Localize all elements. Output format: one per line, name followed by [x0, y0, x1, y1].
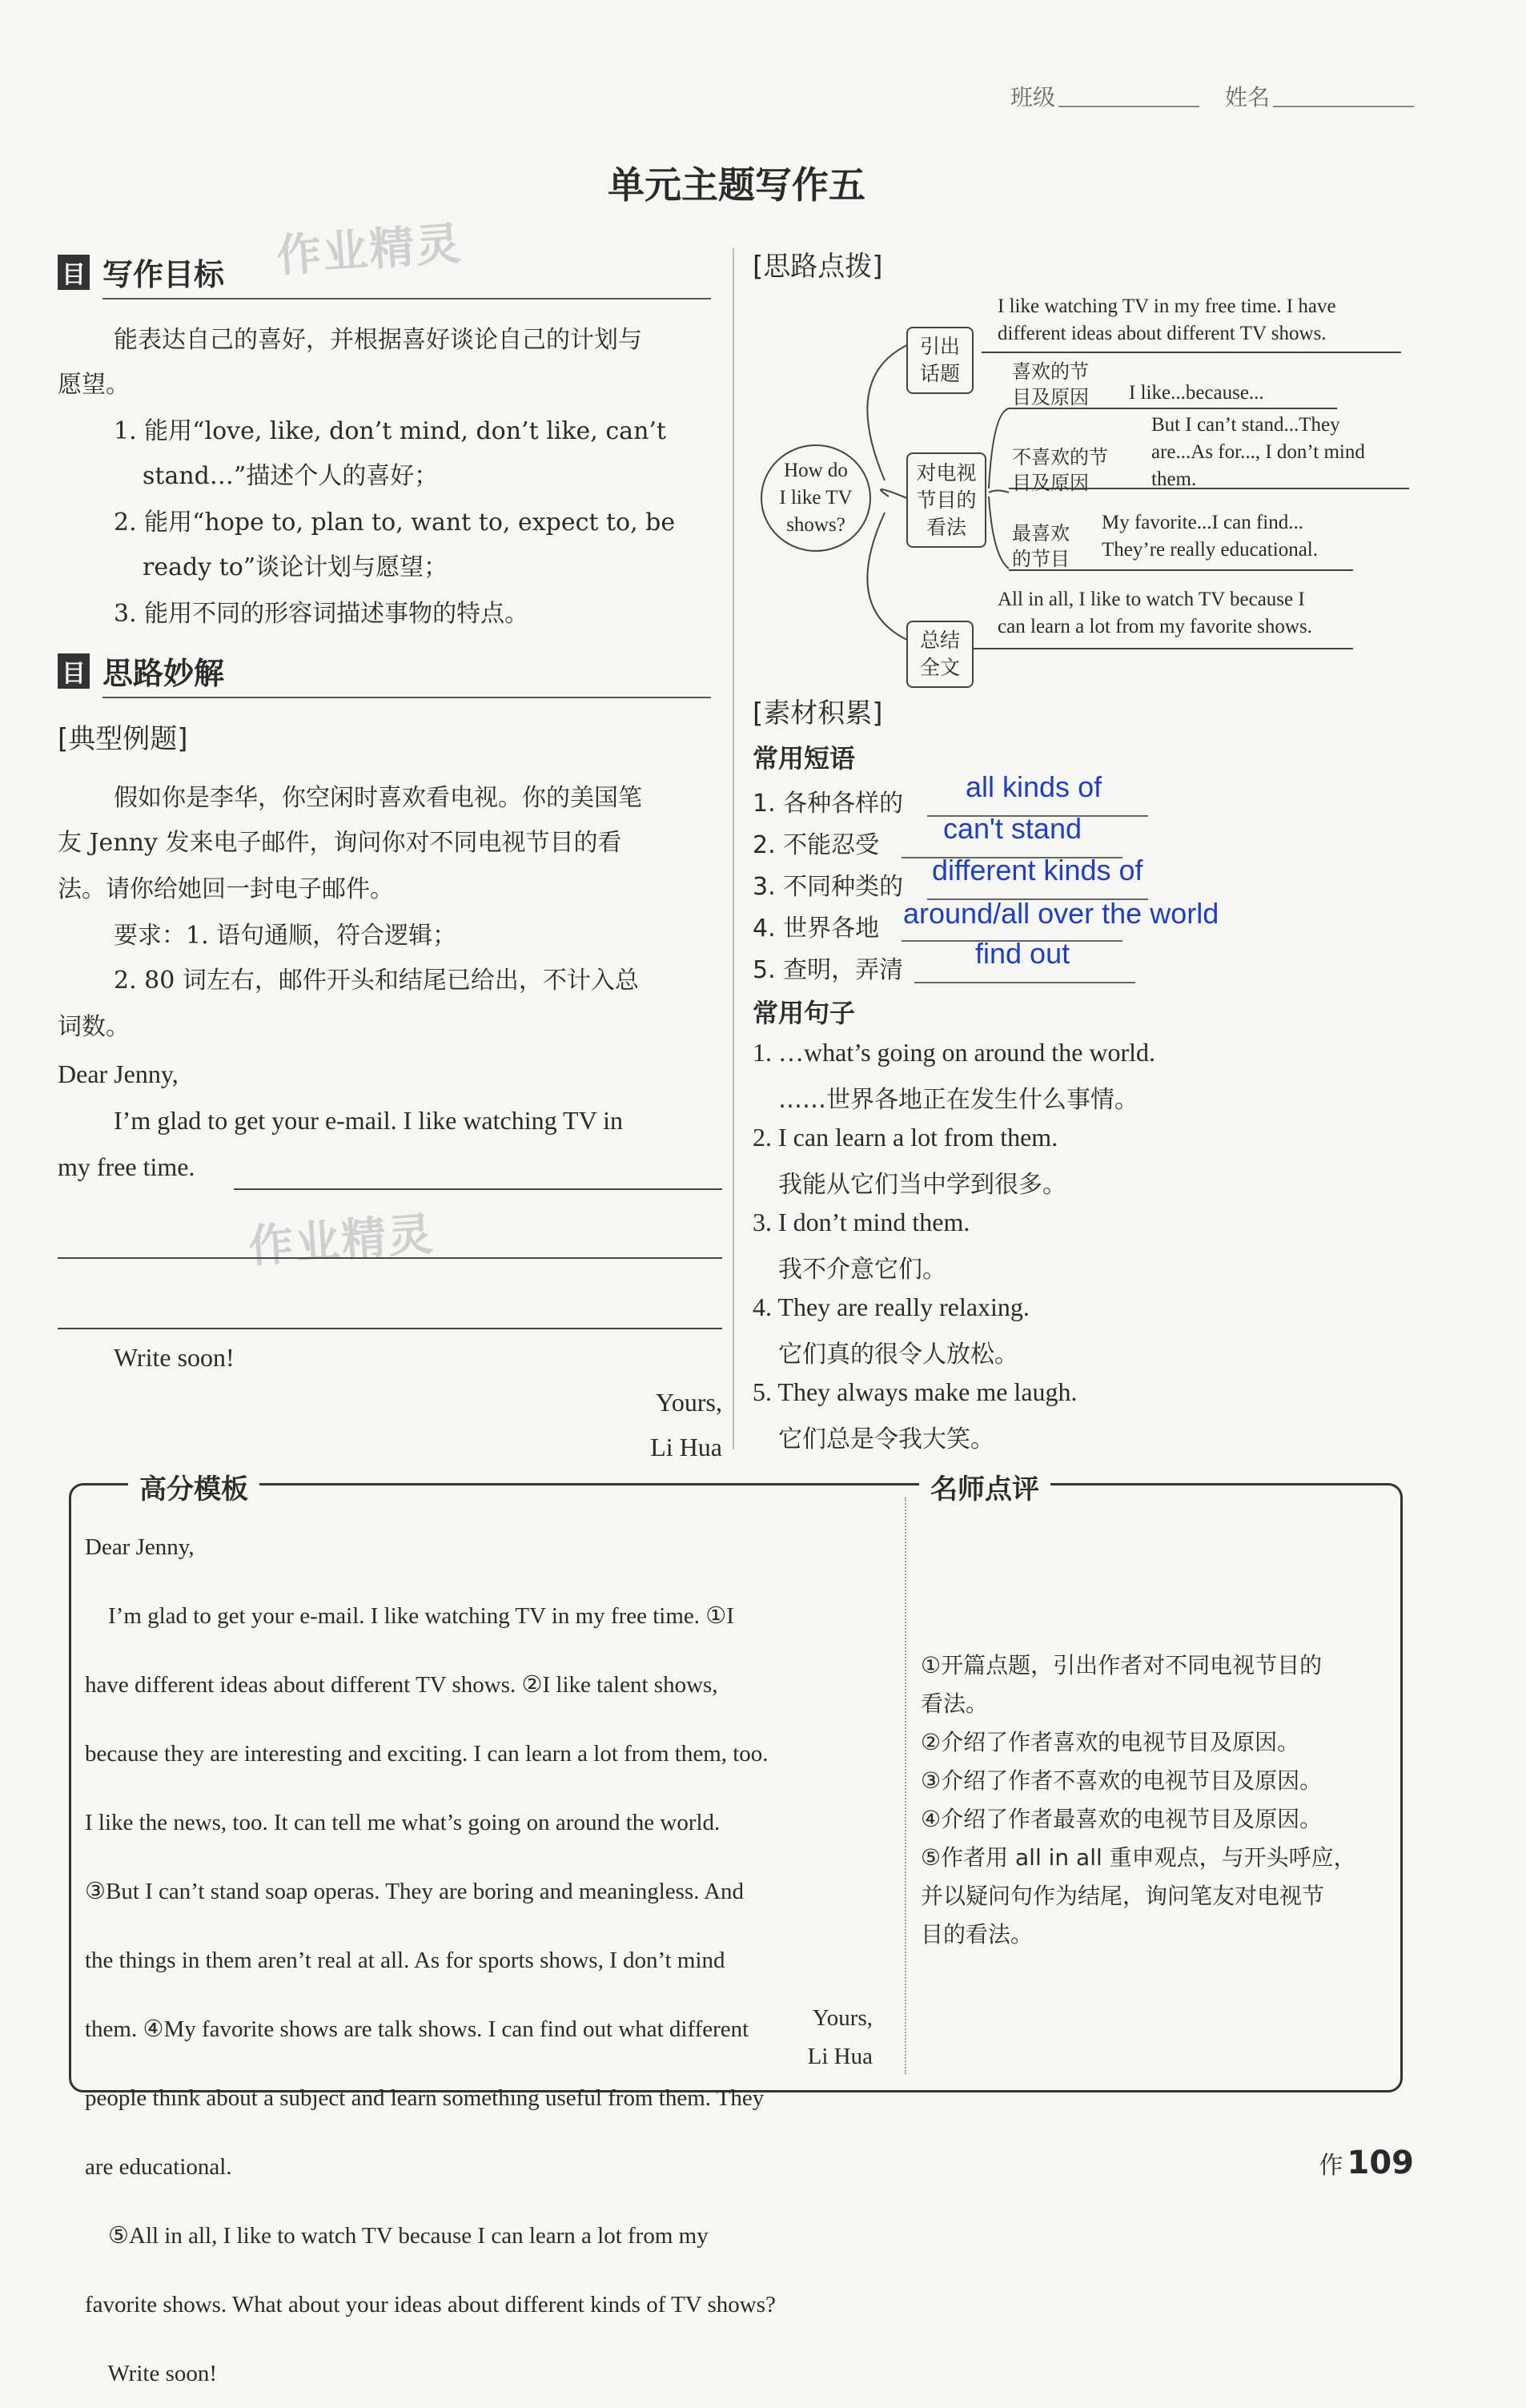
comment-line: ⑤作者用 all in all 重申观点，与开头呼应， [921, 1844, 1356, 1871]
goal-item: 1. 能用“love, like, don’t mind, don’t like, can’t [114, 417, 666, 445]
essay-line: Write soon! [85, 2361, 218, 2386]
goal-item-cont: ready to”谈论计划与愿望； [143, 553, 448, 581]
phrase-answer: different kinds of [932, 854, 1143, 886]
sentence-cn: 我能从它们当中学到很多。 [778, 1171, 1066, 1199]
answer-line[interactable] [234, 1188, 722, 1190]
sentence-cn: 它们真的很令人放松。 [778, 1341, 1018, 1369]
section-writing-goal [58, 250, 224, 294]
phrase-answer: around/all over the world [903, 897, 1219, 930]
phrase-answer: can't stand [943, 812, 1082, 845]
essay-line: the things in them aren’t real at all. As for sports shows, I don’t mind [85, 1948, 725, 1973]
comment-line: ①开篇点题，引出作者对不同电视节目的 [921, 1652, 1323, 1678]
model-essay [85, 1497, 885, 2408]
column-divider [733, 248, 734, 1449]
mindmap-branch-summary: 总结 全文 [906, 621, 974, 688]
mindmap-branch-intro: 引出 话题 [906, 327, 974, 394]
sentence-cn: 它们总是令我大笑。 [778, 1425, 994, 1453]
page-number-value: 109 [1347, 2145, 1414, 2181]
phrase-item: 4. 世界各地 [753, 915, 880, 943]
essay-signature: Li Hua [807, 2044, 873, 2069]
sentence-en: 2. I can learn a lot from them. [753, 1123, 1058, 1152]
page-title: 单元主题写作五 [608, 163, 865, 207]
sentence-en: 5. They always make me laugh. [753, 1377, 1078, 1406]
comment-line: ③介绍了作者不喜欢的电视节目及原因。 [921, 1767, 1323, 1794]
letter-body: I’m glad to get your e-mail. I like watching TV in [114, 1106, 623, 1135]
sentence-en: 3. I don’t mind them. [753, 1208, 970, 1236]
mindmap-sub-favorite: 最喜欢 的节目 [1012, 522, 1070, 570]
comment-title: 名师点评 [919, 1467, 1050, 1506]
section-rule [102, 697, 711, 698]
name-label: 姓名 [1225, 84, 1271, 111]
letter-closing: Write soon! [114, 1343, 235, 1372]
mindmap-text-dislike: But I can’t stand...They are...As for..., I don’t mind them. [1151, 414, 1365, 490]
letter-greeting: Dear Jenny, [58, 1059, 179, 1088]
example-text: 法。请你给她回一封电子邮件。 [58, 875, 394, 903]
requirement-2: 2. 80 词左右，邮件开头和结尾已给出，不计入总 [114, 967, 639, 995]
mindmap-branch-opinion: 对电视 节目的 看法 [906, 452, 986, 548]
template-divider [905, 1497, 906, 2074]
essay-line: I like the news, too. It can tell me what’s going on around the world. [85, 1810, 721, 1835]
essay-line: because they are interesting and exciting. I can learn a lot from them, too. [85, 1741, 769, 1767]
comment-line: ②介绍了作者喜欢的电视节目及原因。 [921, 1729, 1300, 1755]
comment-line: 看法。 [921, 1690, 989, 1717]
mindmap-sub-dislike: 不喜欢的节 目及原因 [1012, 446, 1108, 494]
essay-line: ③But I can’t stand soap operas. They are boring and meaningless. And [85, 1879, 745, 1904]
goal-intro: 能表达自己的喜好，并根据喜好谈论自己的计划与 [114, 326, 642, 354]
essay-line: I’m glad to get your e-mail. I like watching TV in my free time. ①I [85, 1603, 734, 1629]
phrase-answer: find out [975, 937, 1070, 970]
page-prefix: 作 [1319, 2152, 1343, 2180]
material-title: [素材积累] [753, 697, 883, 730]
letter-yours: Yours, [655, 1388, 722, 1417]
goal-item: 2. 能用“hope to, plan to, want to, expect to, be [114, 509, 676, 537]
phrase-heading: 常用短语 [753, 743, 856, 774]
goal-item-cont: stand…”描述个人的喜好； [143, 462, 439, 490]
phrase-item: 2. 不能忍受 [753, 831, 880, 859]
sentence-heading: 常用句子 [753, 998, 856, 1028]
sentence-en: 4. They are really relaxing. [753, 1292, 1030, 1321]
page-number [1319, 2145, 1414, 2181]
sentence-cn: 我不介意它们。 [778, 1256, 946, 1284]
mindmap-title: [思路点拨] [753, 251, 883, 283]
comment-line: 目的看法。 [921, 1921, 1034, 1948]
section-title: 写作目标 [102, 257, 225, 292]
teacher-comment [921, 1646, 1385, 1954]
section-rule [102, 298, 711, 299]
watermark: 作业精灵 [247, 1208, 436, 1274]
sentence-cn: ……世界各地正在发生什么事情。 [778, 1086, 1138, 1114]
requirement-2-cont: 词数。 [58, 1013, 130, 1041]
template-title: 高分模板 [128, 1467, 259, 1506]
watermark: 作业精灵 [275, 217, 464, 283]
essay-line: Dear Jenny, [85, 1534, 195, 1560]
requirement-1: 要求：1. 语句通顺，符合逻辑； [114, 922, 457, 950]
goal-item: 3. 能用不同的形容词描述事物的特点。 [114, 600, 529, 628]
letter-body: my free time. [58, 1152, 195, 1181]
letter-signature: Li Hua [650, 1433, 722, 1461]
section-icon: 目 [58, 255, 90, 290]
example-text: 友 Jenny 发来电子邮件，询问你对不同电视节目的看 [58, 829, 622, 857]
goal-intro-cont: 愿望。 [58, 371, 130, 399]
class-label: 班级 [1010, 84, 1056, 111]
phrase-item: 3. 不同种类的 [753, 873, 904, 901]
comment-line: 并以疑问句作为结尾，询问笔友对电视节 [921, 1883, 1325, 1909]
essay-line: them. ④My favorite shows are talk shows. I can find out what different [85, 2016, 749, 2042]
section-title: 思路妙解 [102, 656, 225, 691]
example-text: 假如你是李华，你空闲时喜欢看电视。你的美国笔 [114, 784, 642, 812]
answer-line[interactable] [58, 1328, 722, 1329]
example-title: [典型例题] [58, 723, 188, 755]
mindmap-sub-like: 喜欢的节 目及原因 [1012, 360, 1089, 408]
name-blank[interactable] [1273, 106, 1414, 107]
essay-line: favorite shows. What about your ideas about different kinds of TV shows? [85, 2292, 776, 2318]
essay-line: ⑤All in all, I like to watch TV because I can learn a lot from my [85, 2223, 709, 2249]
answer-line[interactable] [58, 1257, 722, 1259]
essay-yours: Yours, [812, 2005, 873, 2031]
essay-line: are educational. [85, 2154, 232, 2180]
comment-line: ④介绍了作者最喜欢的电视节目及原因。 [921, 1806, 1323, 1832]
phrase-answer: all kinds of [966, 770, 1102, 803]
essay-line: people think about a subject and learn something useful from them. They [85, 2085, 765, 2111]
phrase-item: 5. 查明，弄清 [753, 956, 904, 984]
phrase-item: 1. 各种各样的 [753, 790, 904, 818]
mindmap-center: How do I like TV shows? [761, 444, 871, 552]
mindmap-text-favorite: My favorite...I can find... They’re really educational. [1102, 512, 1318, 561]
mindmap-text-summary: All in all, I like to watch TV because I can learn a lot from my favorite shows. [998, 589, 1312, 637]
class-blank[interactable] [1058, 106, 1199, 107]
section-approach [58, 649, 224, 693]
essay-line: have different ideas about different TV shows. ②I like talent shows, [85, 1672, 718, 1698]
mindmap-text-intro: I like watching TV in my free time. I have different ideas about different TV shows. [998, 295, 1336, 344]
section-icon: 目 [58, 653, 90, 689]
mindmap-text-like: I like...because... [1129, 382, 1264, 404]
phrase-answer-line[interactable] [914, 982, 1135, 983]
sentence-en: 1. …what’s going on around the world. [753, 1038, 1156, 1067]
